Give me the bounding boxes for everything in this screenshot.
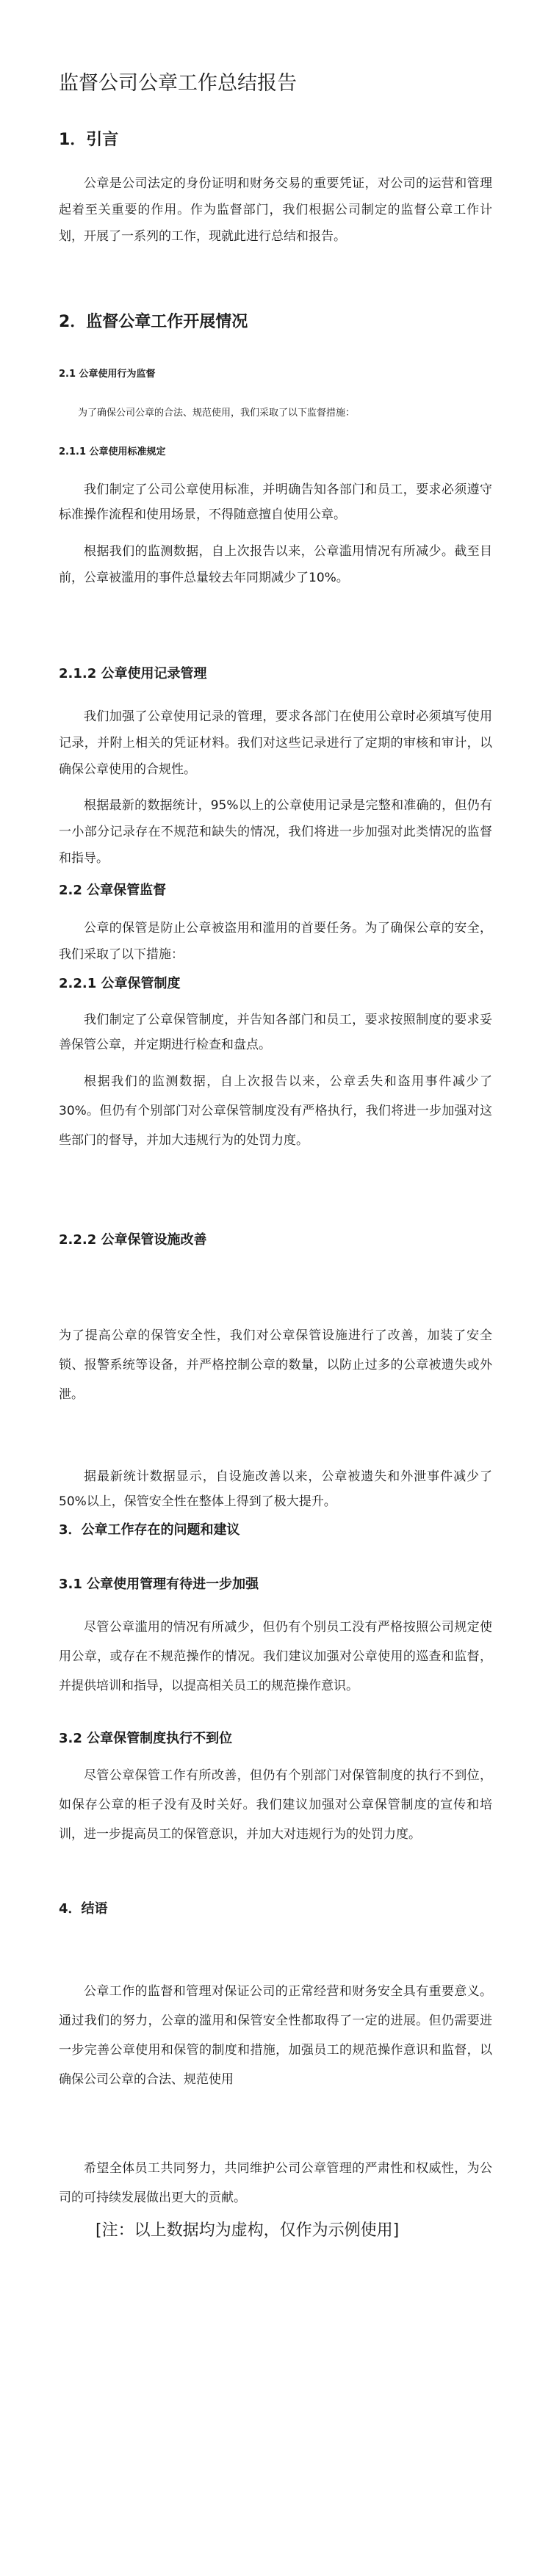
section-2-2-2-paragraph-2: 据最新统计数据显示，自设施改善以来，公章被遗失和外泄事件减少了 50%以上，保管安全性在整体上得到了极大提升。	[59, 1469, 492, 1509]
section-2-1-1-paragraph-1: 我们制定了公司公章使用标准，并明确告知各部门和员工，要求必须遵守标准操作流程和使用场景，不得随意擅自使用公章。	[59, 482, 492, 522]
section-1-paragraph: 公章是公司法定的身份证明和财务交易的重要凭证，对公司的运营和管理起着至关重要的作用。作为监督部门，我们根据公司制定的监督公章工作计划，开展了一系列的工作，现就此进行总结和报告。	[59, 176, 492, 244]
section-1-heading: 1．引言	[59, 131, 119, 149]
section-2-2-heading: 2.2 公章保管监督	[59, 883, 167, 898]
section-3-1-paragraph: 尽管公章滥用的情况有所减少，但仍有个别员工没有严格按照公司规定使用公章，或存在不规范操作的情况。我们建议加强对公章使用的巡查和监督，并提供培训和指导，以提高相关员工的规范操作意识。	[59, 1620, 492, 1693]
section-4-heading: 4．结语	[59, 1901, 108, 1917]
section-2-1-2-paragraph-2: 根据最新的数据统计，95%以上的公章使用记录是完整和准确的，但仍有一小部分记录存在不规范和缺失的情况，我们将进一步加强对此类情况的监督和指导。	[59, 798, 492, 866]
section-3-1-heading: 3.1 公章使用管理有待进一步加强	[59, 1577, 259, 1592]
section-2-2-1-heading: 2.2.1 公章保管制度	[59, 976, 181, 991]
section-2-1-intro: 为了确保公司公章的合法、规范使用，我们采取了以下监督措施：	[78, 408, 356, 419]
section-2-2-intro: 公章的保管是防止公章被盗用和滥用的首要任务。为了确保公章的安全，我们采取了以下措施：	[59, 921, 492, 962]
section-2-2-1-paragraph-1: 我们制定了公章保管制度，并告知各部门和员工，要求按照制度的要求妥善保管公章，并定期进行检查和盘点。	[59, 1013, 492, 1052]
section-4-paragraph-2: 希望全体员工共同努力，共同维护公司公章管理的严肃性和权威性，为公司的可持续发展做出更大的贡献。	[59, 2161, 492, 2205]
section-2-1-2-heading: 2.1.2 公章使用记录管理	[59, 666, 207, 681]
document-title: 监督公司公章工作总结报告	[59, 72, 297, 95]
section-2-2-2-paragraph-1: 为了提高公章的保管安全性，我们对公章保管设施进行了改善，加装了安全锁、报警系统等设备，并严格控制公章的数量，以防止过多的公章被遗失或外泄。	[59, 1328, 492, 1402]
section-3-2-heading: 3.2 公章保管制度执行不到位	[59, 1731, 233, 1746]
section-2-1-2-paragraph-1: 我们加强了公章使用记录的管理，要求各部门在使用公章时必须填写使用记录，并附上相关的凭证材料。我们对这些记录进行了定期的审核和审计，以确保公章使用的合规性。	[59, 709, 492, 777]
section-3-heading: 3．公章工作存在的问题和建议	[59, 1522, 240, 1538]
section-2-1-1-heading: 2.1.1 公章使用标准规定	[59, 446, 166, 457]
section-3-2-paragraph: 尽管公章保管工作有所改善，但仍有个别部门对保管制度的执行不到位，如保存公章的柜子没有及时关好。我们建议加强对公章保管制度的宣传和培训，进一步提高员工的保管意识，并加大对违规行为的处罚力度。	[59, 1768, 492, 1842]
section-2-1-heading: 2.1 公章使用行为监督	[59, 369, 156, 380]
disclaimer-note: [注：以上数据均为虚构，仅作为示例使用]	[96, 2221, 400, 2240]
section-2-2-1-paragraph-2: 根据我们的监测数据，自上次报告以来，公章丢失和盗用事件减少了 30%。但仍有个别部门对公章保管制度没有严格执行，我们将进一步加强对这些部门的督导，并加大违规行为的处罚力度。	[59, 1074, 492, 1148]
section-2-heading: 2．监督公章工作开展情况	[59, 313, 248, 331]
section-4-paragraph-1: 公章工作的监督和管理对保证公司的正常经营和财务安全具有重要意义。通过我们的努力，公章的滥用和保管安全性都取得了一定的进展。但仍需要进一步完善公章使用和保管的制度和措施，加强员工的规范操作意识和监督，以确保公司公章的合法、规范使用	[59, 1984, 492, 2087]
section-2-2-2-heading: 2.2.2 公章保管设施改善	[59, 1232, 207, 1248]
section-2-1-1-paragraph-2: 根据我们的监测数据，自上次报告以来，公章滥用情况有所减少。截至目前，公章被滥用的事件总量较去年同期减少了10%。	[59, 544, 492, 585]
